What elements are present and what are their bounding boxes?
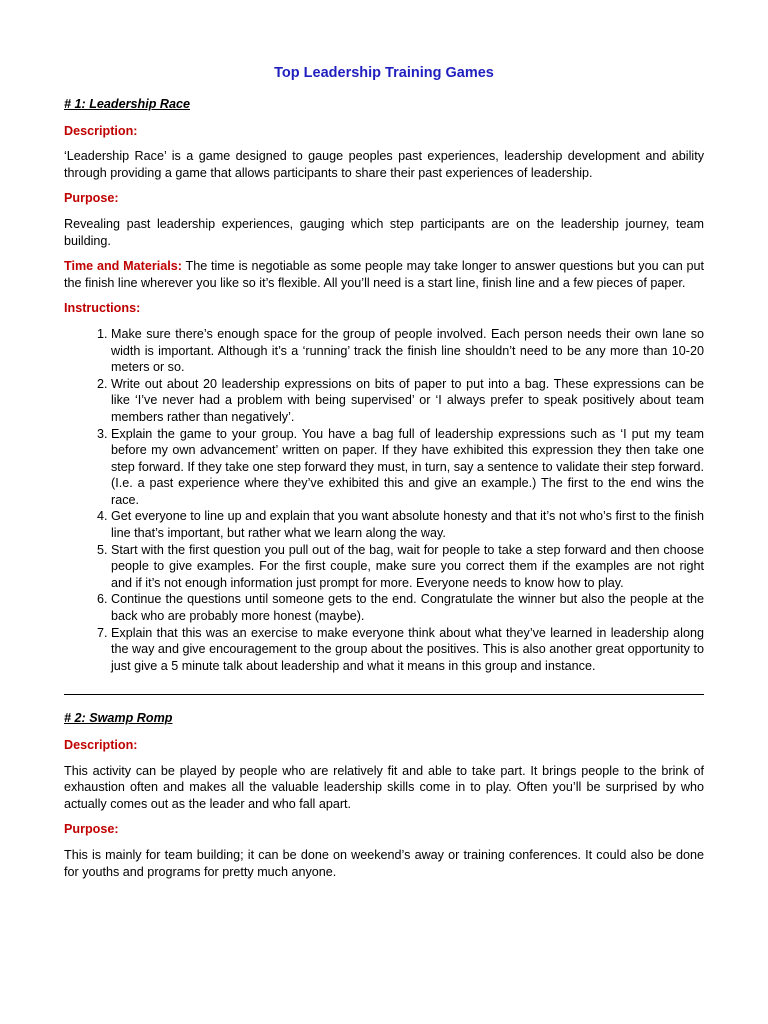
section-swamp-romp [64,710,704,880]
purpose-label: Purpose: [64,822,119,837]
instructions-list [64,326,704,674]
description-label: Description: [64,123,138,138]
section-heading: # 2: Swamp Romp [64,711,173,726]
page-title: Top Leadership Training Games [274,65,494,81]
list-item: 4. Get everyone to line up and explain that you want absolute honesty and that it’s not who’s first to the finish line that’s important, but rather what we learn along the way. [111,508,704,541]
purpose-text: This is mainly for team building; it can be done on weekend’s away or training conferences. It could also be done for youths and programs for pretty much anyone. [64,847,704,879]
time-materials-paragraph [64,258,704,291]
section-leadership-race [64,96,704,674]
list-item: 3. Explain the game to your group. You have a bag full of leadership expressions such as ‘I put my team before my own advancement’ written on paper. If they have exhibited this expression they then take one step forward. If they take one step forward they must, in turn, say a sentence to validate their step forward. (I.e. a past experience where they’ve exhibited this and give an example.) The first to the end wins the race. [111,426,704,509]
list-item: 6. Continue the questions until someone gets to the end. Congratulate the winner but also the people at the back who are probably more honest (maybe). [111,591,704,624]
description-label: Description: [64,738,138,752]
list-item: 1. Make sure there’s enough space for the group of people involved. Each person needs their own lane so width is important. Although it’s a ‘running’ track the finish line shouldn’t need to be any more than 10-20 meters or so. [111,326,704,376]
list-item: 2. Write out about 20 leadership expressions on bits of paper to put into a bag. These expressions can be like ‘I’ve never had a problem with being supervised’ or ‘I always prefer to speak positively about team members rather than negatively’. [111,376,704,426]
description-text: ‘Leadership Race’ is a game designed to gauge peoples past experiences, leadership development and ability through providing a game that allows participants to share their past experiences of leadership. [64,149,704,180]
time-materials-label: Time and Materials: [64,259,182,274]
purpose-text: Revealing past leadership experiences, gauging which step participants are on the leadership journey, team building. [64,216,704,248]
list-item: 7. Explain that this was an exercise to make everyone think about what they’ve learned in leadership along the way and give encouragement to the group about the positives. This is also another great opportunity to just give a 5 minute talk about leadership and what it means in this group and instance. [111,625,704,675]
list-item: 5. Start with the first question you pull out of the bag, wait for people to take a step forward and then choose people to give examples. For the first couple, make sure you correct them if the examples are not right and if it’s not enough information just prompt for more. Everyone needs to know how to play. [111,542,704,592]
instructions-label: Instructions: [64,301,141,316]
description-text: This activity can be played by people who are relatively fit and able to take part. It brings people to the brink of exhaustion often and makes all the valuable leadership skills come in to play. Often you’ll be surprised by who actually comes out as the leader and who fall apart. [64,763,704,811]
purpose-label: Purpose: [64,191,119,206]
section-heading: # 1: Leadership Race [64,97,190,111]
section-divider [64,694,704,695]
time-materials-text: The time is negotiable as some people may take longer to answer questions but you can put the finish line wherever you like so it’s flexible. All you’ll need is a start line, finish line and a few pieces of paper. [64,259,704,290]
